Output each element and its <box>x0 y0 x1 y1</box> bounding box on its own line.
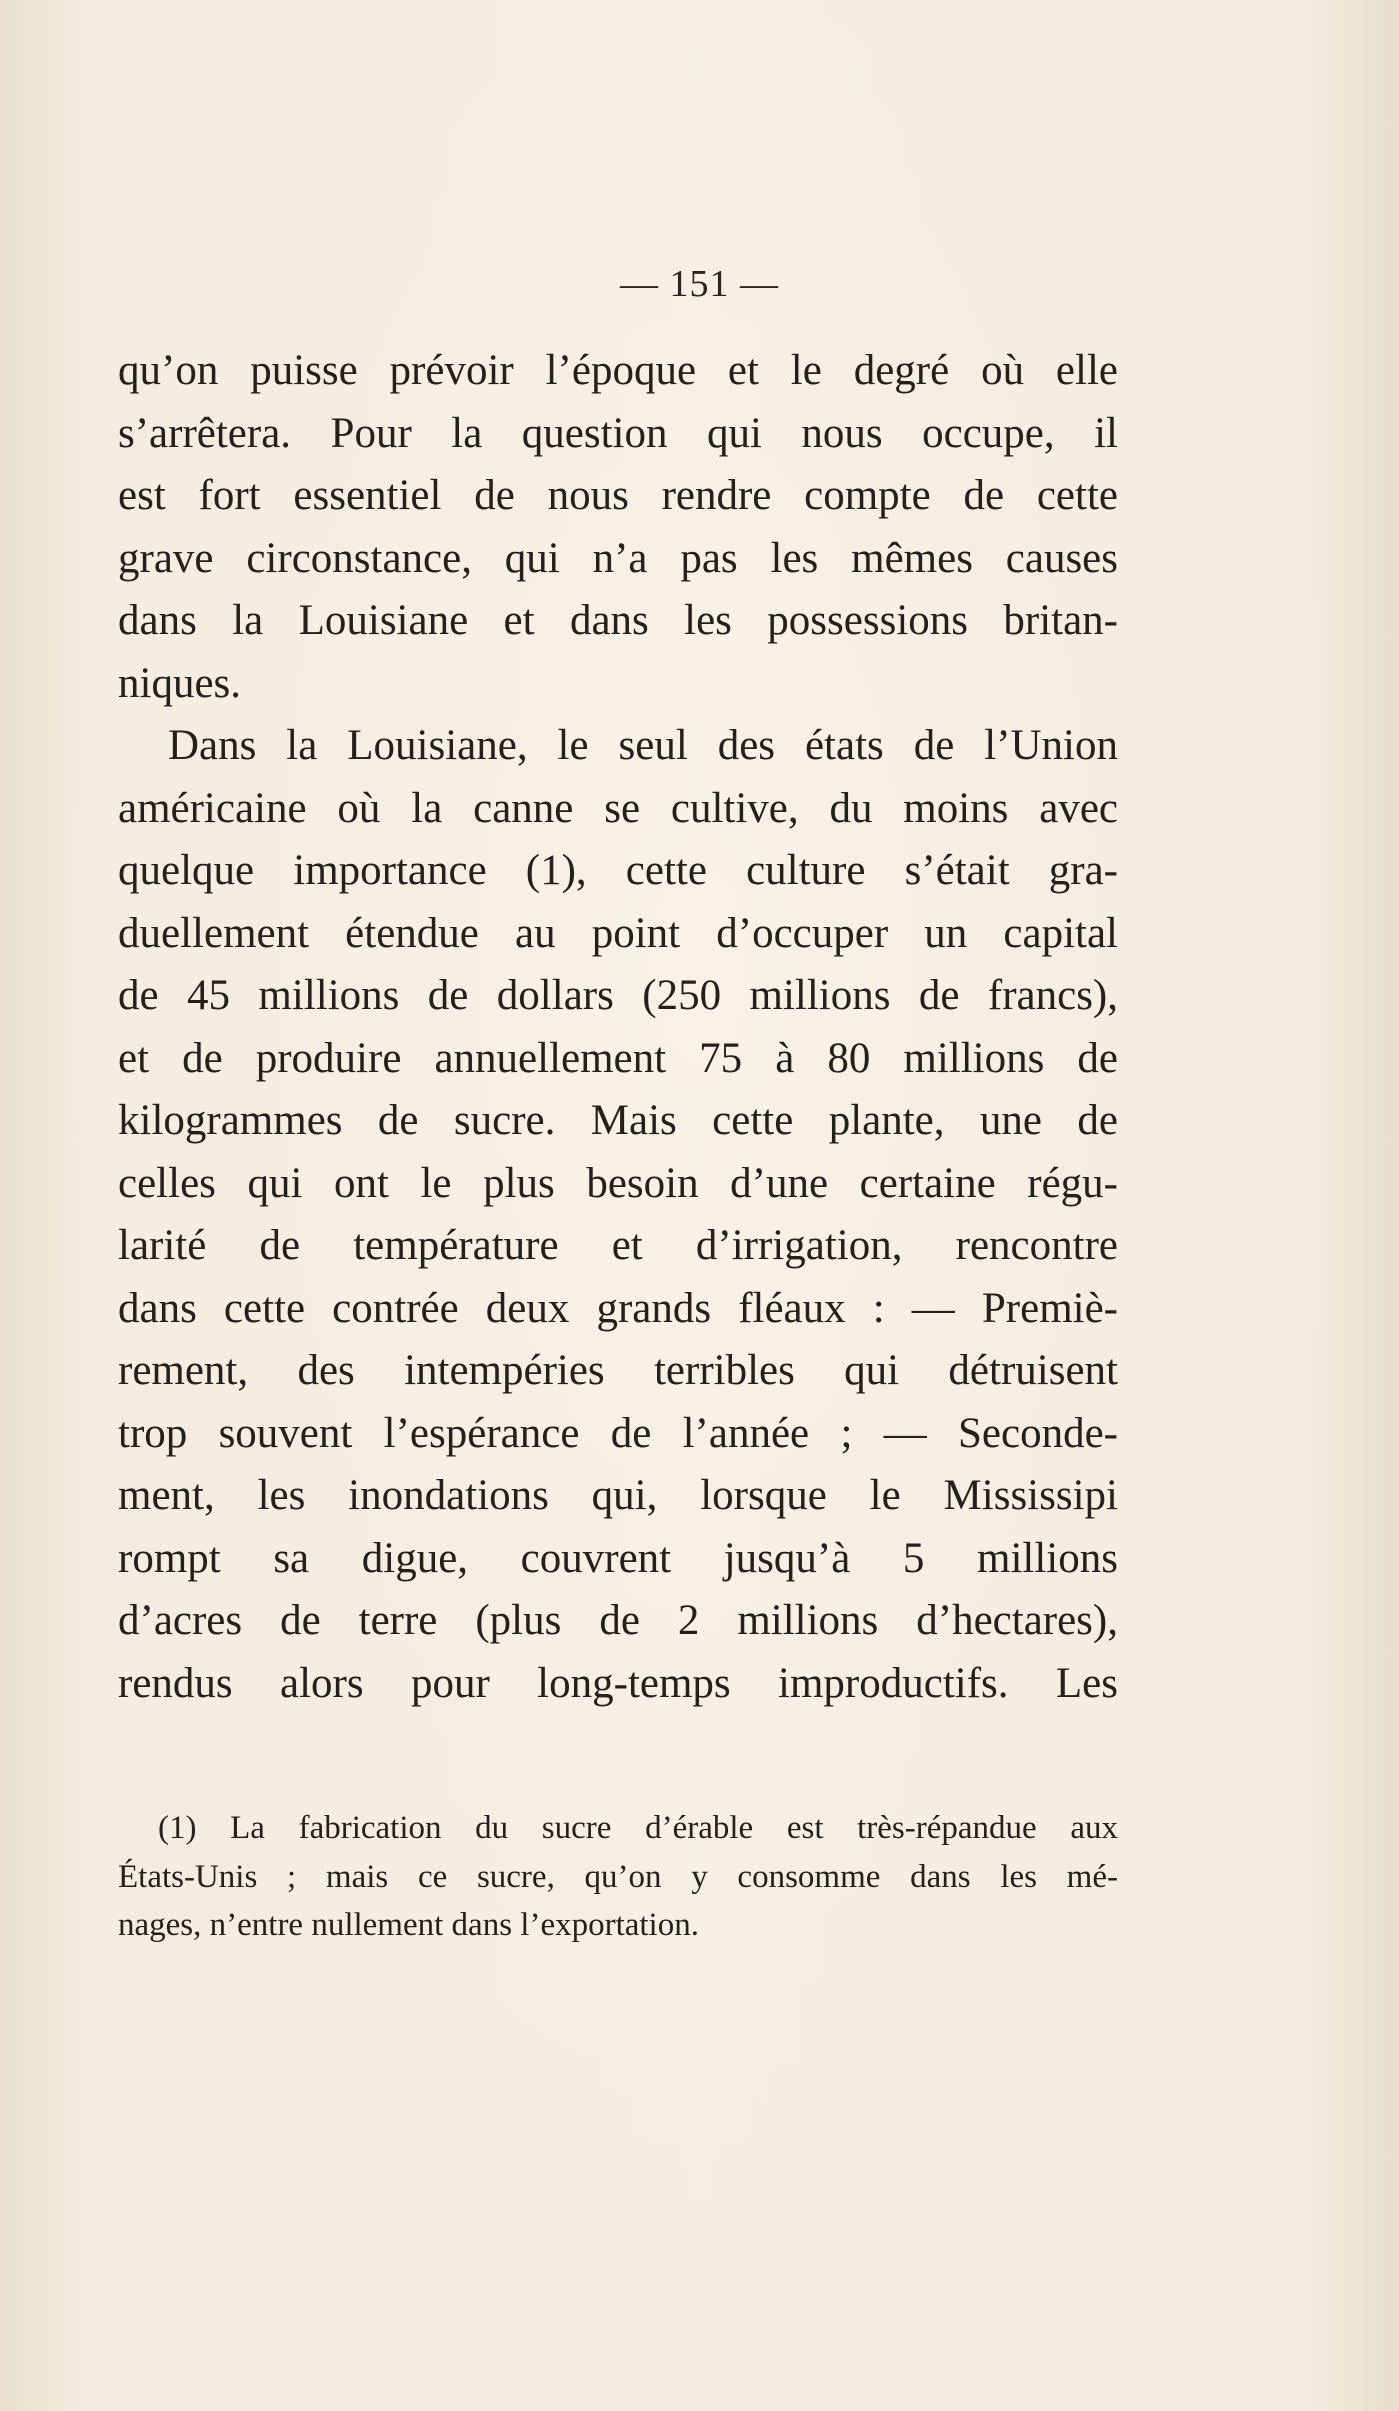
text-line: rendus alors pour long-temps improductifs. Les <box>118 1659 1118 1707</box>
text-line: celles qui ont le plus besoin d’une certaine régu- <box>118 1159 1118 1207</box>
text-line: d’acres de terre (plus de 2 millions d’hectares), <box>118 1597 1118 1644</box>
text-line: qu’on puisse prévoir l’époque et le degré où elle <box>118 347 1118 394</box>
text-line: ment, les inondations qui, lorsque le Mississipi <box>118 1472 1118 1519</box>
text-line: grave circonstance, qui n’a pas les mêmes causes <box>118 534 1118 582</box>
text-line: et de produire annuellement 75 à 80 millions de <box>118 1034 1118 1082</box>
text-line: rement, des intempéries terribles qui détruisent <box>118 1347 1118 1394</box>
text-line: américaine où la canne se cultive, du moins avec <box>118 784 1118 832</box>
page-number: — 151 — <box>620 263 779 305</box>
footnote-line: nages, n’entre nullement dans l’exportation. <box>118 1907 699 1943</box>
text-line: larité de température et d’irrigation, rencontre <box>118 1222 1118 1269</box>
text-line: Dans la Louisiane, le seul des états de l’Union <box>168 722 1118 769</box>
text-line: dans la Louisiane et dans les possessions britan- <box>118 597 1118 644</box>
text-line: s’arrêtera. Pour la question qui nous occupe, il <box>118 409 1118 457</box>
text-line: quelque importance (1), cette culture s’était gra- <box>118 847 1118 894</box>
text-line: kilogrammes de sucre. Mais cette plante, une de <box>118 1097 1118 1144</box>
main-text <box>118 340 1118 1715</box>
text-line: duellement étendue au point d’occuper un capital <box>118 909 1118 957</box>
footnote-line: (1) La fabrication du sucre d’érable est très-répandue aux <box>158 1810 1118 1846</box>
text-line: rompt sa digue, couvrent jusqu’à 5 millions <box>118 1534 1118 1582</box>
text-line: est fort essentiel de nous rendre compte de cette <box>118 472 1118 519</box>
text-line: de 45 millions de dollars (250 millions de francs), <box>118 972 1118 1019</box>
footnote-line: États-Unis ; mais ce sucre, qu’on y consomme dans les mé- <box>118 1858 1118 1895</box>
footnote <box>118 1804 1118 1950</box>
text-line: dans cette contrée deux grands fléaux : — Premiè- <box>118 1284 1118 1332</box>
text-line: trop souvent l’espérance de l’année ; — Seconde- <box>118 1409 1118 1457</box>
text-line: niques. <box>118 659 242 707</box>
